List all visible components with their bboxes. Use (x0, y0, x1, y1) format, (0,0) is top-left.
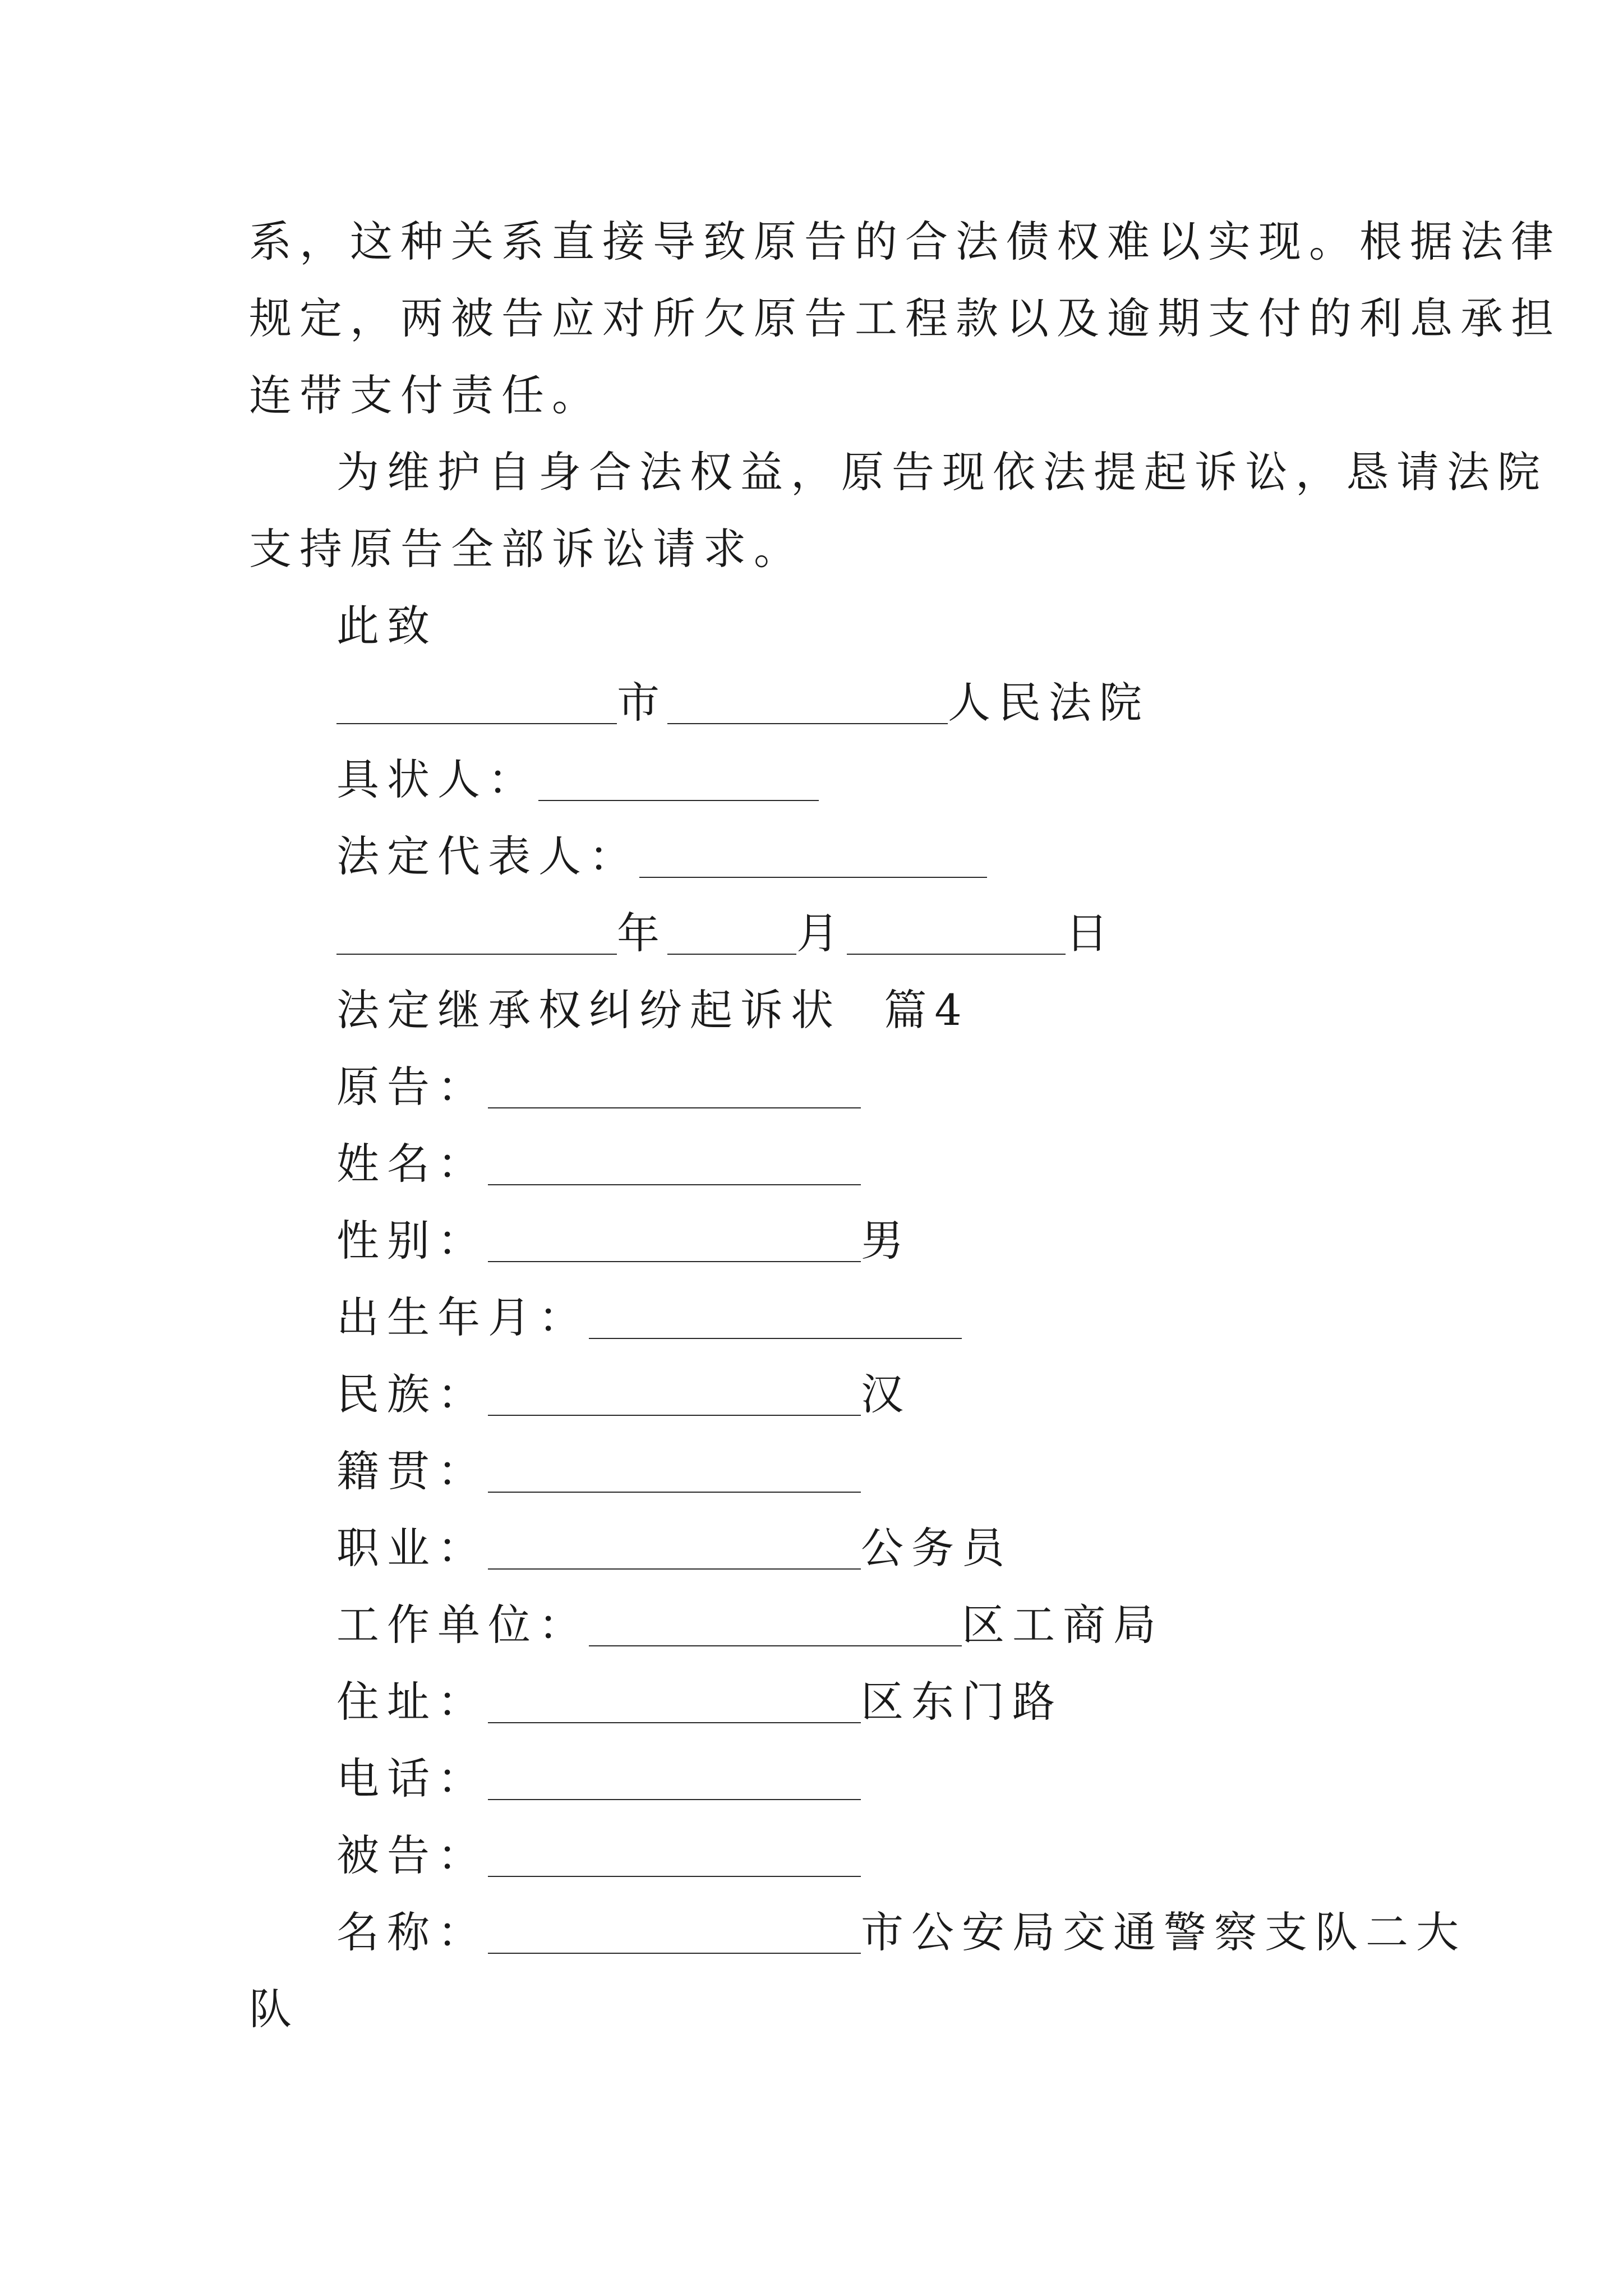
legal-rep-blank (639, 842, 987, 878)
defendant-blank (488, 1841, 861, 1877)
court-line (336, 678, 1150, 728)
ethnicity-blank (488, 1380, 861, 1416)
address-value: 区东门路 (861, 1677, 1063, 1727)
date-line (336, 908, 1116, 958)
defendant-name-continuation: 队 (249, 1984, 299, 2034)
address-line (336, 1677, 1063, 1727)
paragraph-line: 支持原告全部诉讼请求。 (249, 524, 804, 574)
gender-line (336, 1216, 911, 1266)
paragraph-line: 连带支付责任。 (249, 370, 602, 420)
gender-blank (488, 1226, 861, 1262)
signature-line (336, 754, 819, 804)
legal-rep-line (336, 831, 987, 881)
employer-blank (589, 1611, 962, 1646)
ethnicity-line (336, 1369, 911, 1419)
ethnicity-value: 汉 (861, 1369, 911, 1419)
plaintiff-blank (488, 1073, 861, 1108)
salutation: 此致 (336, 601, 437, 651)
paragraph-line: 为维护自身合法权益，原告现依法提起诉讼，恳请法院 (336, 447, 1548, 497)
employer-label: 工作单位： (336, 1600, 589, 1650)
gender-value: 男 (861, 1216, 911, 1266)
court-city-blank (336, 688, 617, 724)
birth-line (336, 1292, 962, 1342)
native-place-blank (488, 1457, 861, 1493)
plaintiff-signature-label: 具状人： (336, 754, 538, 804)
year-blank (336, 919, 617, 955)
defendant-heading-line (336, 1830, 861, 1880)
phone-line (336, 1754, 861, 1803)
court-city-suffix: 市 (617, 678, 667, 728)
employer-line (336, 1600, 1164, 1650)
court-name-suffix: 人民法院 (948, 678, 1150, 728)
occupation-blank (488, 1534, 861, 1570)
name-label: 姓名： (336, 1139, 488, 1189)
date-day: 日 (1066, 908, 1116, 958)
defendant-name-label: 名称： (336, 1907, 488, 1957)
phone-blank (488, 1764, 861, 1800)
month-blank (667, 919, 796, 955)
court-name-blank (667, 688, 948, 724)
occupation-label: 职业： (336, 1523, 488, 1573)
name-line (336, 1139, 861, 1189)
plaintiff-heading: 原告： (336, 1062, 488, 1112)
employer-value: 区工商局 (962, 1600, 1164, 1650)
birth-blank (589, 1303, 962, 1339)
defendant-name-line (336, 1907, 1467, 1957)
occupation-line (336, 1523, 1012, 1573)
phone-label: 电话： (336, 1754, 488, 1803)
day-blank (847, 919, 1066, 955)
occupation-value: 公务员 (861, 1523, 1012, 1573)
defendant-name-blank (488, 1918, 861, 1954)
gender-label: 性别： (336, 1216, 488, 1266)
legal-rep-label: 法定代表人： (336, 831, 639, 881)
address-blank (488, 1687, 861, 1723)
date-month: 月 (796, 908, 847, 958)
ethnicity-label: 民族： (336, 1369, 488, 1419)
defendant-name-value: 市公安局交通警察支队二大 (861, 1907, 1467, 1957)
date-year: 年 (617, 908, 667, 958)
birth-label: 出生年月： (336, 1292, 589, 1342)
paragraph-line: 规定，两被告应对所欠原告工程款以及逾期支付的利息承担 (249, 293, 1561, 343)
address-label: 住址： (336, 1677, 488, 1727)
native-place-line (336, 1446, 861, 1496)
name-blank (488, 1149, 861, 1185)
section-title: 法定继承权纠纷起诉状 篇4 (336, 985, 970, 1035)
plaintiff-heading-line (336, 1062, 861, 1112)
native-place-label: 籍贯： (336, 1446, 488, 1496)
paragraph-line: 系，这种关系直接导致原告的合法债权难以实现。根据法律 (249, 217, 1561, 266)
defendant-heading: 被告： (336, 1830, 488, 1880)
signature-blank (538, 765, 819, 801)
